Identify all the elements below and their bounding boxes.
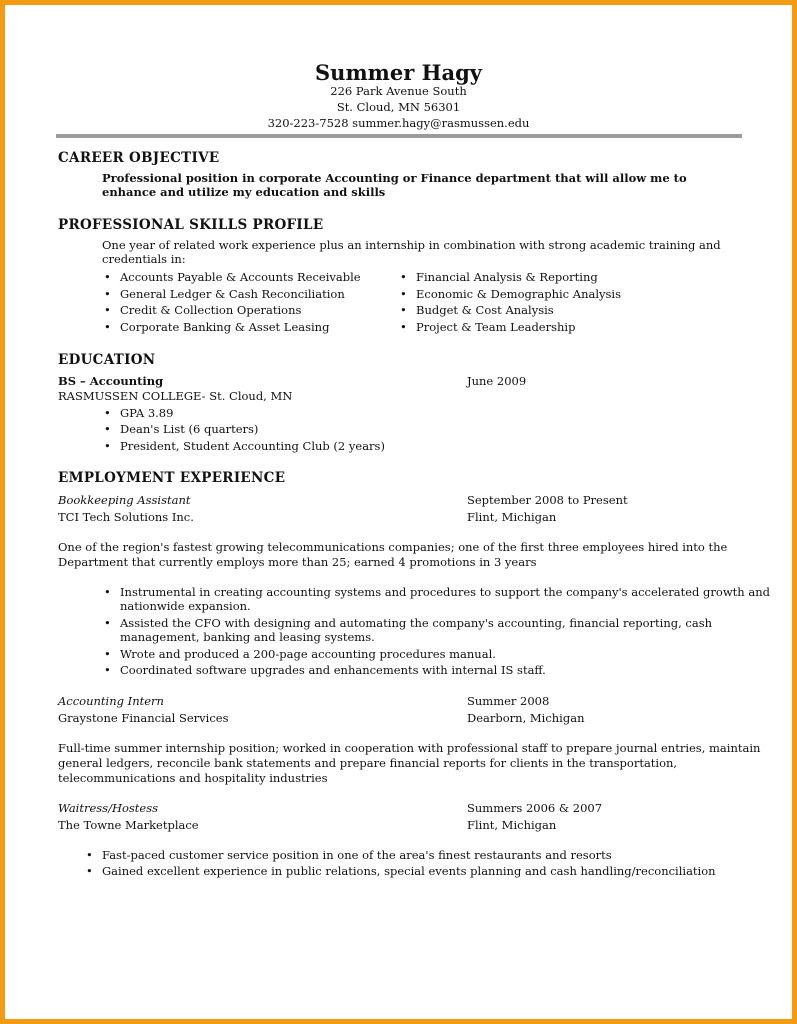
job-company: Graystone Financial Services [58, 711, 229, 725]
header-divider [56, 134, 742, 138]
education-date: June 2009 [467, 374, 527, 388]
job-dates: September 2008 to Present [467, 493, 628, 507]
education-item: • Dean's List (6 quarters) [120, 422, 258, 436]
job-description-line: general ledgers, reconcile bank statements and prepare financial reports for clients in the transportation, [58, 756, 678, 770]
section-education: EDUCATION [58, 352, 156, 368]
section-career-objective: CAREER OBJECTIVE [58, 150, 220, 166]
education-item: • GPA 3.89 [120, 406, 173, 420]
skill-item: • Project & Team Leadership [416, 320, 575, 334]
skill-item: • General Ledger & Cash Reconciliation [120, 287, 345, 301]
skills-intro-line-1: One year of related work experience plus an internship in combination with strong academic training and [102, 238, 721, 252]
job-title: Bookkeeping Assistant [58, 493, 191, 507]
resume-name: Summer Hagy [315, 60, 482, 85]
skill-item: • Corporate Banking & Asset Leasing [120, 320, 329, 334]
education-degree: BS – Accounting [58, 374, 164, 388]
job-company: TCI Tech Solutions Inc. [58, 510, 194, 524]
skill-item: • Accounts Payable & Accounts Receivable [120, 270, 361, 284]
job-bullet: • Fast-paced customer service position in one of the area's finest restaurants and resorts [102, 848, 612, 862]
job-bullet: • Gained excellent experience in public relations, special events planning and cash handling/reconciliation [102, 864, 716, 878]
skill-item: • Economic & Demographic Analysis [416, 287, 621, 301]
job-description-line: telecommunications and hospitality industries [58, 771, 328, 785]
job-company: The Towne Marketplace [58, 818, 199, 832]
job-dates: Summer 2008 [467, 694, 550, 708]
address-line-1: 226 Park Avenue South [330, 84, 467, 98]
job-location: Dearborn, Michigan [467, 711, 585, 725]
job-bullet-continuation: nationwide expansion. [120, 599, 251, 613]
job-description-line: Department that currently employs more than 25; earned 4 promotions in 3 years [58, 555, 537, 569]
job-title: Accounting Intern [58, 694, 164, 708]
section-employment: EMPLOYMENT EXPERIENCE [58, 470, 286, 486]
education-school: RASMUSSEN COLLEGE- St. Cloud, MN [58, 389, 293, 403]
address-line-2: St. Cloud, MN 56301 [336, 100, 461, 114]
job-bullet: • Wrote and produced a 200-page accounting procedures manual. [120, 647, 496, 661]
job-bullet-continuation: management, banking and leasing systems. [120, 630, 375, 644]
job-bullet: • Coordinated software upgrades and enhancements with internal IS staff. [120, 663, 546, 677]
education-item: • President, Student Accounting Club (2 years) [120, 439, 385, 453]
job-location: Flint, Michigan [467, 510, 557, 524]
objective-line-2: enhance and utilize my education and skills [102, 185, 386, 199]
job-dates: Summers 2006 & 2007 [467, 801, 603, 815]
skills-intro-line-2: credentials in: [102, 252, 186, 266]
job-title: Waitress/Hostess [58, 801, 159, 815]
objective-line-1: Professional position in corporate Accounting or Finance department that will allow me to [102, 171, 687, 185]
section-skills-profile: PROFESSIONAL SKILLS PROFILE [58, 217, 324, 233]
skill-item: • Financial Analysis & Reporting [416, 270, 598, 284]
skill-item: • Budget & Cost Analysis [416, 303, 554, 317]
job-bullet: • Assisted the CFO with designing and automating the company's accounting, financial reporting, cash [120, 616, 712, 630]
job-description-line: Full-time summer internship position; worked in cooperation with professional staff to prepare journal entries, maintain [58, 741, 761, 755]
job-location: Flint, Michigan [467, 818, 557, 832]
contact-line: 320-223-7528 summer.hagy@rasmussen.edu [267, 116, 530, 130]
skill-item: • Credit & Collection Operations [120, 303, 301, 317]
job-description-line: One of the region's fastest growing telecommunications companies; one of the first three employees hired into the [58, 540, 728, 554]
job-bullet: • Instrumental in creating accounting systems and procedures to support the company's accelerated growth and [120, 585, 770, 599]
